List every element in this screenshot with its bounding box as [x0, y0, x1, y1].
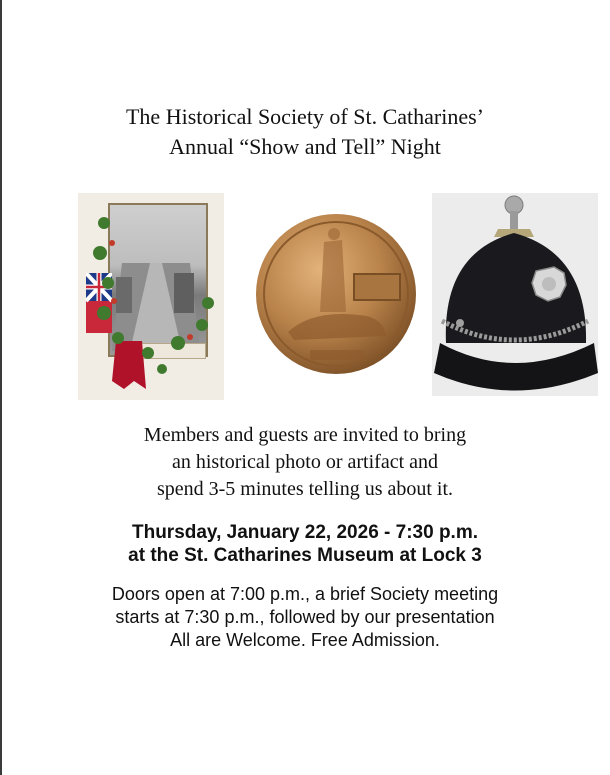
maple-leaf-border-icon	[78, 193, 224, 400]
page-title	[0, 102, 610, 162]
memorial-plaque-medal-image	[254, 212, 418, 376]
event-date-venue	[0, 521, 610, 567]
event-date-line: Thursday, January 22, 2026 - 7:30 p.m.	[131, 522, 479, 543]
bronze-medal-icon	[254, 212, 418, 376]
details-line-3: All are Welcome. Free Admission.	[170, 630, 440, 650]
invite-line-2: an historical photo or artifact and	[171, 451, 438, 473]
vintage-postcard-image	[78, 193, 224, 400]
custodian-helmet-icon	[432, 193, 598, 396]
event-venue-line: at the St. Catharines Museum at Lock 3	[128, 545, 482, 566]
title-line-2: Annual “Show and Tell” Night	[169, 134, 441, 159]
invite-line-1: Members and guests are invited to bring	[143, 424, 467, 446]
police-helmet-image	[432, 193, 598, 396]
title-line-1: The Historical Society of St. Catharines’	[125, 104, 485, 129]
details-line-2: starts at 7:30 p.m., followed by our presentation	[115, 607, 495, 627]
details-line-1: Doors open at 7:00 p.m., a brief Society meeting	[111, 584, 499, 604]
invitation-text	[0, 422, 610, 503]
invite-line-3: spend 3-5 minutes telling us about it.	[156, 478, 454, 500]
event-details	[0, 583, 610, 652]
